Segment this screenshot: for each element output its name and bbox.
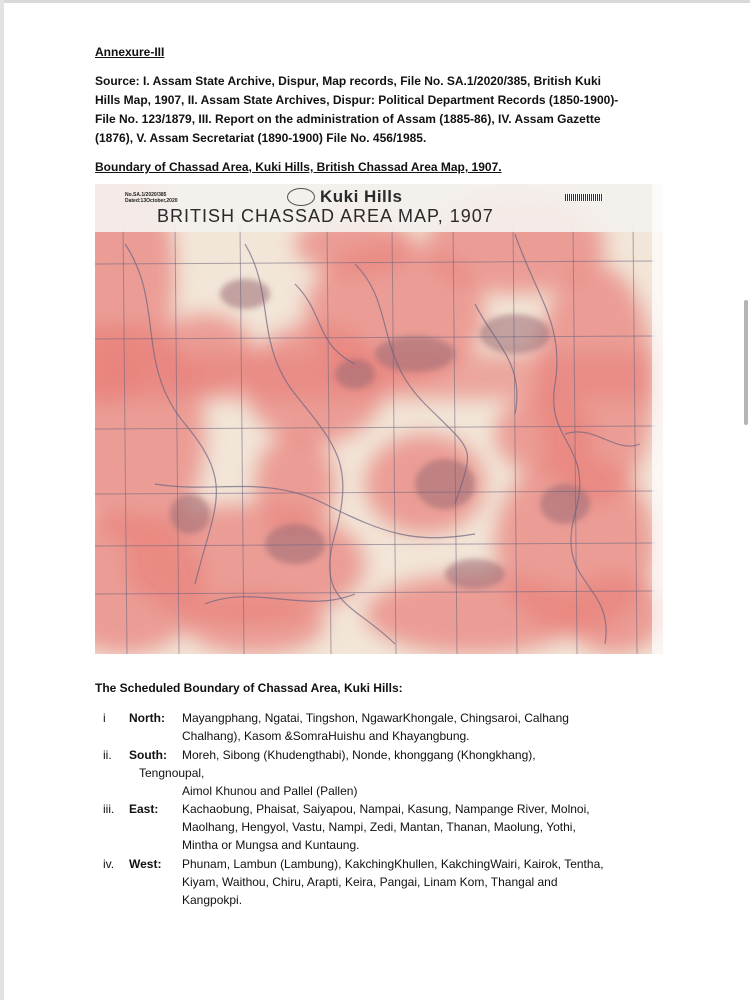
source-paragraph <box>95 72 660 148</box>
map-hill <box>375 336 455 372</box>
map-tint-band <box>95 354 655 399</box>
boundary-text: Mayangphang, Ngatai, Tingshon, NgawarKhongale, Chingsaroi, Calhang Chalhang), Kasom &SomraHuishu and Khayangbung. <box>182 711 569 743</box>
page-edge <box>0 0 750 3</box>
boundary-text: Tengnoupal, <box>139 766 205 780</box>
annexure-heading: Annexure-III <box>95 45 165 59</box>
scrollbar[interactable] <box>742 0 750 1000</box>
chassad-area-map-image <box>95 184 663 654</box>
direction-label: North: <box>129 711 165 725</box>
map-tint-region <box>495 394 595 474</box>
map-hill <box>265 524 325 564</box>
map-right-margin <box>652 184 663 654</box>
direction-label: South: <box>129 748 167 762</box>
map-hill <box>170 494 210 534</box>
direction-label: West: <box>129 857 162 871</box>
scheduled-boundary-heading: The Scheduled Boundary of Chassad Area, Kuki Hills: <box>95 681 403 695</box>
list-number: i <box>103 711 106 725</box>
list-number: ii. <box>103 748 112 762</box>
map-title-main: BRITISH CHASSAD AREA MAP, 1907 <box>157 206 494 226</box>
boundary-text: Phunam, Lambun (Lambung), KakchingKhullen, KakchingWairi, Kairok, Tentha, Kiyam, Waithou, Chiru, Arapti, Keira, Pangai, Linam Kom, Thangal and Kangpokpi. <box>182 857 604 907</box>
source-line: (1876), V. Assam Secretariat (1890-1900) File No. 456/1985. <box>95 131 427 145</box>
boundary-text: Moreh, Sibong (Khudengthabi), Nonde, khonggang (Khongkhang), <box>182 748 536 762</box>
list-number: iv. <box>103 857 115 871</box>
boundary-text: Kachaobung, Phaisat, Saiyapou, Nampai, Kasung, Nampange River, Molnoi, Maolhang, Hengyol, Vastu, Nampi, Zedi, Mantan, Thanan, Maolung, Yothi, Mintha or Mungsa and Kuntaung. <box>182 802 590 852</box>
boundary-text: Aimol Khunou and Pallel (Pallen) <box>182 784 358 798</box>
page-edge-left <box>0 0 4 1000</box>
direction-label: East: <box>129 802 159 816</box>
source-line: Source: I. Assam State Archive, Dispur, Map records, File No. SA.1/2020/385, British Kuki <box>95 74 601 88</box>
map-tint-region <box>255 434 335 534</box>
map-caption: Boundary of Chassad Area, Kuki Hills, British Chassad Area Map, 1907. <box>95 160 502 174</box>
map-title-kuki-hills: Kuki Hills <box>320 187 403 206</box>
scrollbar-thumb[interactable] <box>744 300 748 425</box>
archive-stamp: No.SA.1/2020/385 Dated:13October,2020 <box>125 192 178 204</box>
map-hill <box>540 484 590 524</box>
map-tint-region <box>565 574 663 654</box>
map-hill <box>480 314 550 354</box>
source-line: File No. 123/1879, III. Report on the administration of Assam (1885-86), IV. Assam Gazette <box>95 112 601 126</box>
source-line: Hills Map, 1907, II. Assam State Archives, Dispur: Political Department Records (1850-1900)- <box>95 93 619 107</box>
map-drawing <box>95 184 663 654</box>
seal-icon <box>287 188 315 206</box>
list-number: iii. <box>103 802 115 816</box>
map-hill <box>445 559 505 589</box>
barcode-icon <box>565 194 603 201</box>
